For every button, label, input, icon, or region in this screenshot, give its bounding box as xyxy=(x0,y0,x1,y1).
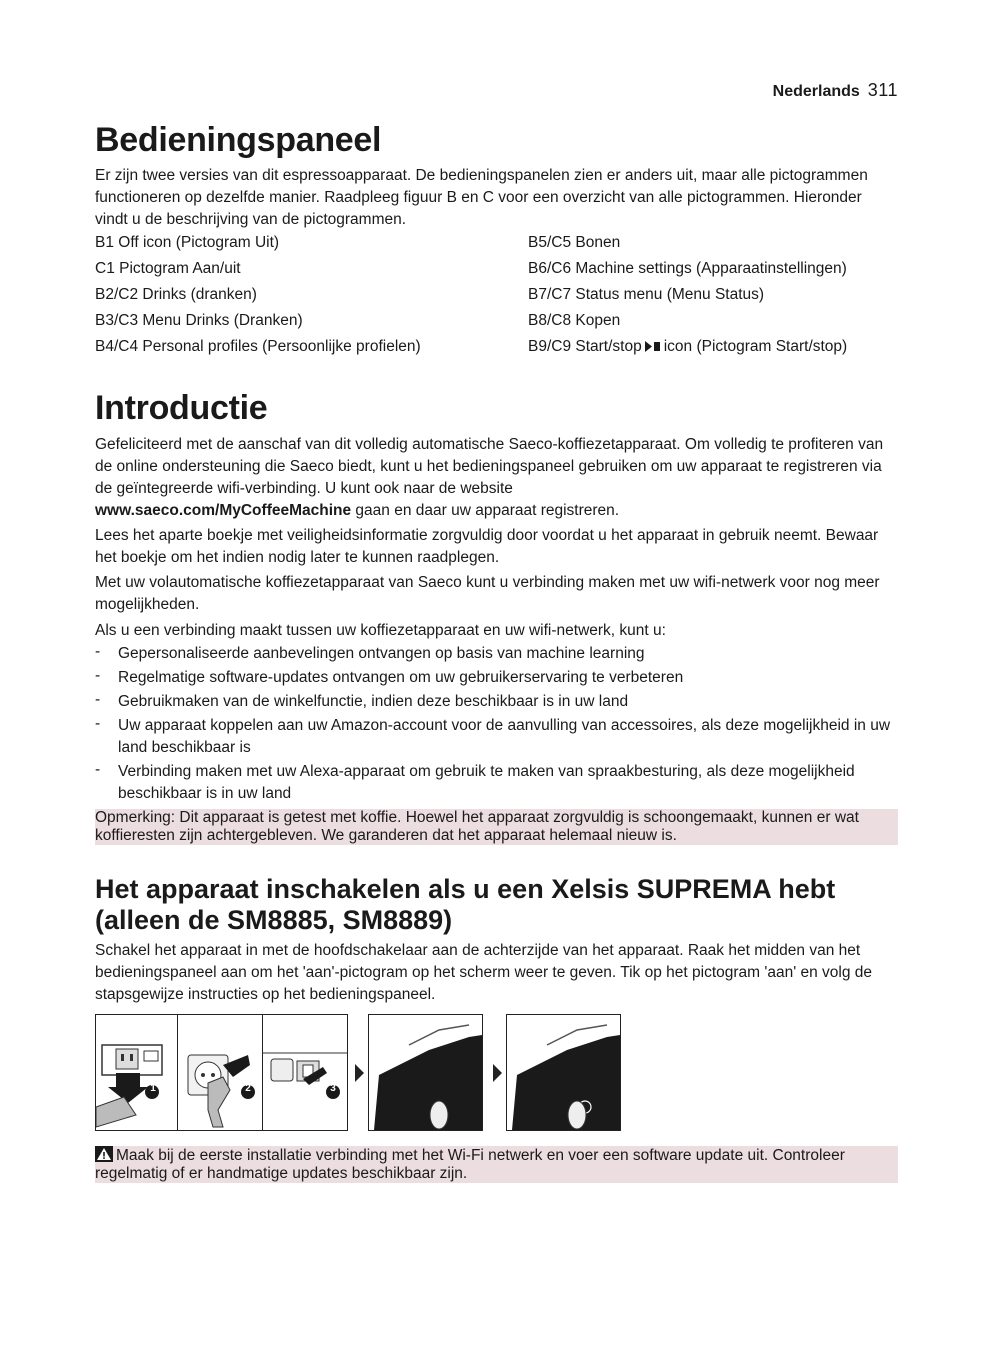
illustration-main-switch xyxy=(262,1014,348,1131)
step-number-1: 1 xyxy=(150,1083,156,1094)
intro-paragraph-3: Met uw volautomatische koffiezetapparaat van Saeco kunt u verbinding maken met uw wifi-netwerk voor nog meer mogelijkheden. xyxy=(95,574,880,613)
icon-desc-left-2: C1 Pictogram Aan/uit xyxy=(95,260,241,277)
warning-text: Maak bij de eerste installatie verbinding met het Wi-Fi netwerk en voer een software update uit. Controleer regelmatig of er handmatige updates beschikbaar zijn. xyxy=(95,1147,845,1182)
intro-paragraph-2: Lees het aparte boekje met veiligheidsinformatie zorgvuldig door voordat u het apparaat in gebruik neemt. Bewaar het boekje om het indien nodig later te kunnen raadplegen. xyxy=(95,527,879,566)
website-link[interactable]: www.saeco.com/MyCoffeeMachine xyxy=(95,502,352,519)
page-header xyxy=(95,80,898,101)
tap-power-icon xyxy=(507,1015,620,1130)
icon-desc-right-1: B5/C5 Bonen xyxy=(528,234,621,251)
section-title-introductie: Introductie xyxy=(95,389,268,427)
step-number-3: 3 xyxy=(330,1083,336,1094)
intro-p1-text: Gefeliciteerd met de aanschaf van dit volledig automatische Saeco-koffiezetapparaat. Om volledig te profiteren van de online ondersteuning die Saeco biedt, kunt u het bedieningspaneel gebruiken om uw apparaat te registreren via de geïntegreerde wifi-verbinding. U kunt ook naar de website xyxy=(95,436,884,497)
start-stop-icon xyxy=(645,341,661,352)
list-item: - Gebruikmaken van de winkelfunctie, indien deze beschikbaar is in uw land xyxy=(95,691,629,710)
main-switch-icon xyxy=(263,1015,347,1130)
list-item: - Gepersonaliseerde aanbevelingen ontvangen op basis van machine learning xyxy=(95,643,645,662)
list-item: - Verbinding maken met uw Alexa-apparaat om gebruik te maken van spraakbesturing, als deze mogelijkheid beschikbaar is in uw land xyxy=(95,761,855,802)
icon-desc-left-3: B2/C2 Drinks (dranken) xyxy=(95,286,257,303)
header-language: Nederlands xyxy=(772,83,860,100)
list-item: - Regelmatige software-updates ontvangen om uw gebruikerservaring te verbeteren xyxy=(95,667,684,686)
intro-p1-end: gaan en daar uw apparaat registreren. xyxy=(355,502,620,519)
plug-socket-icon xyxy=(96,1015,178,1130)
icon-desc-left-1: B1 Off icon (Pictogram Uit) xyxy=(95,234,280,251)
wifi-benefits-list xyxy=(95,643,898,807)
icon-desc-right-2: B6/C6 Machine settings (Apparaatinstellingen) xyxy=(528,260,847,277)
warning-icon xyxy=(95,1146,113,1162)
arrow-right-icon xyxy=(355,1064,364,1082)
icon-desc-left-4: B3/C3 Menu Drinks (Dranken) xyxy=(95,312,303,329)
note-box: Opmerking: Dit apparaat is getest met koffie. Hoewel het apparaat zorgvuldig is schoongemaakt, kunnen er wat koffieresten zijn achtergebleven. We garanderen dat het apparaat helemaal nieuw is. xyxy=(95,809,898,845)
arrow-right-icon xyxy=(493,1064,502,1082)
section-title-inschakelen: Het apparaat inschakelen als u een Xelsis SUPREMA hebt (alleen de SM8885, SM8889) xyxy=(95,874,836,935)
icon-desc-right-3: B7/C7 Status menu (Menu Status) xyxy=(528,286,765,303)
warning-box xyxy=(95,1146,898,1183)
intro-paragraph-1 xyxy=(95,434,898,522)
start-stop-label-suffix: icon (Pictogram Start/stop) xyxy=(663,338,848,355)
section3-body: Schakel het apparaat in met de hoofdschakelaar aan de achterzijde van het apparaat. Raak het midden van het bedieningspaneel aan om het 'aan'-pictogram op het scherm weer te geven. Tik op het pictogram 'aan' en volg de stapsgewijze instructies op het bedieningspaneel. xyxy=(95,942,872,1003)
step-number-2: 2 xyxy=(245,1083,251,1094)
illustration-socket xyxy=(95,1014,179,1131)
wall-outlet-icon xyxy=(178,1015,263,1130)
control-panel-touch-icon xyxy=(369,1015,482,1130)
list-item: - Uw apparaat koppelen aan uw Amazon-account voor de aanvulling van accessoires, als deze mogelijkheid in uw land beschikbaar is xyxy=(95,715,891,756)
section1-intro: Er zijn twee versies van dit espressoapparaat. De bedieningspanelen zien er anders uit, maar alle pictogrammen functioneren op dezelfde manier. Raadpleeg figuur B en C voor een overzicht van alle pictogrammen. Hieronder vindt u de beschrijving van de pictogrammen. xyxy=(95,167,868,228)
icon-desc-right-5 xyxy=(528,336,847,358)
page-number: 311 xyxy=(867,80,898,100)
power-on-illustration xyxy=(95,1014,625,1131)
illustration-panel-touch xyxy=(368,1014,483,1131)
icon-desc-left-5: B4/C4 Personal profiles (Persoonlijke profielen) xyxy=(95,338,421,355)
start-stop-label-prefix: B9/C9 Start/stop xyxy=(528,338,642,355)
section-title-bedieningspaneel: Bedieningspaneel xyxy=(95,121,382,159)
icon-desc-right-4: B8/C8 Kopen xyxy=(528,312,621,329)
illustration-wall-outlet xyxy=(177,1014,264,1131)
intro-paragraph-4: Als u een verbinding maakt tussen uw koffiezetapparaat en uw wifi-netwerk, kunt u: xyxy=(95,622,666,639)
illustration-tap-on-icon xyxy=(506,1014,621,1131)
icon-description-list xyxy=(95,232,898,362)
